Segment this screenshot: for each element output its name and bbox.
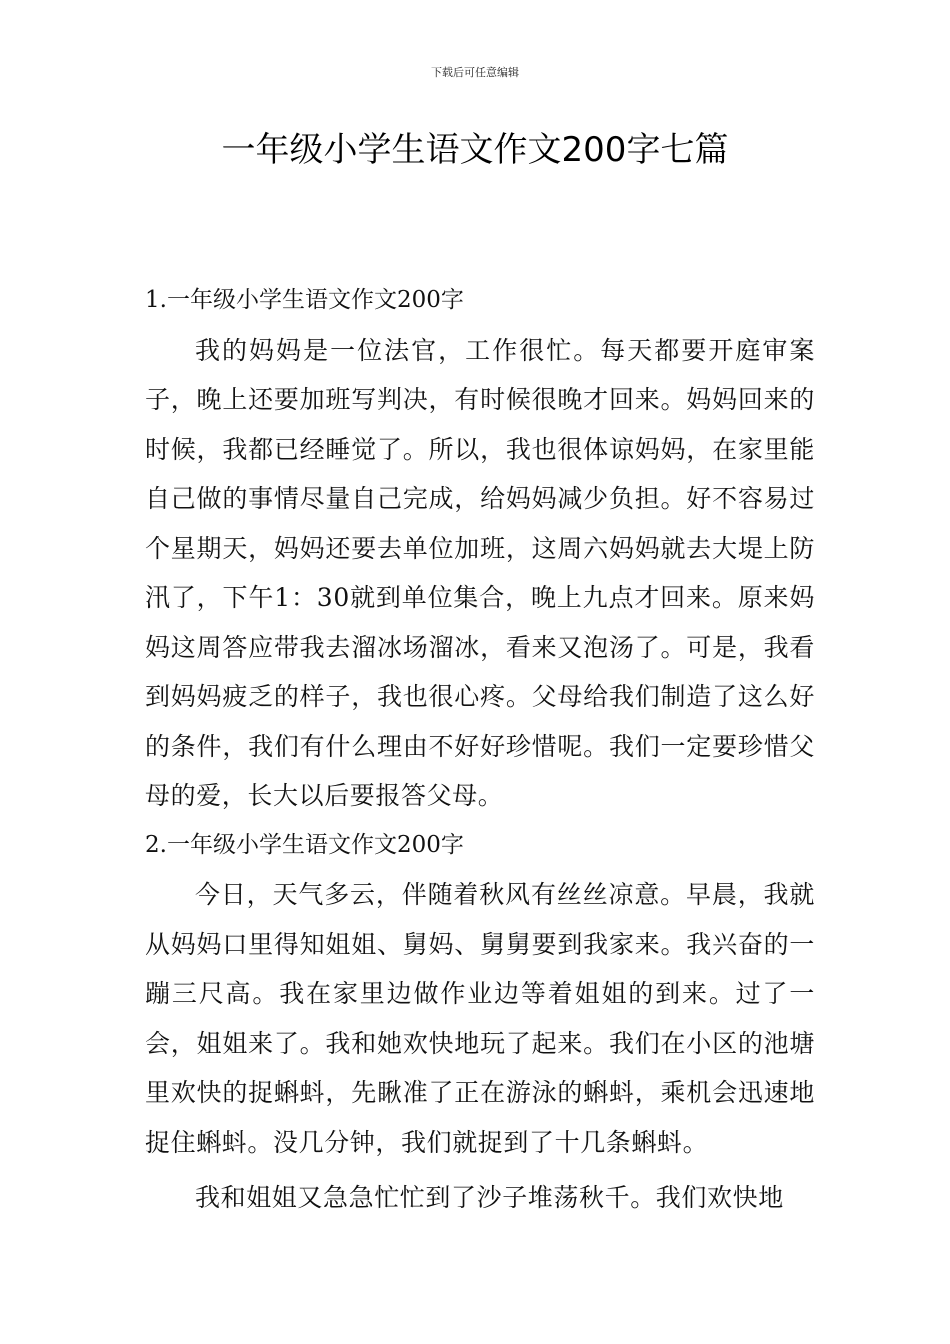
section-heading: 2.一年级小学生语文作文200字 [145,831,464,858]
essay-section-2 [145,821,815,1223]
paragraph: 我的妈妈是一位法官，工作很忙。每天都要开庭审案子，晚上还要加班写判决，有时候很晚才回来。妈妈回来的时候，我都已经睡觉了。所以，我也很体谅妈妈，在家里能自己做的事情尽量自己完成，给妈妈减少负担。好不容易过个星期天，妈妈还要去单位加班，这周六妈妈就去大堤上防汛了，下午1：30就到单位集合，晚上九点才回来。原来妈妈这周答应带我去溜冰场溜冰，看来又泡汤了。可是，我看到妈妈疲乏的样子，我也很心疼。父母给我们制造了这么好的条件，我们有什么理由不好好珍惜呢。我们一定要珍惜父母的爱，长大以后要报答父母。 [145,335,815,810]
header-note: 下载后可任意编辑 [431,66,519,79]
paragraph: 今日，天气多云，伴随着秋风有丝丝凉意。早晨，我就从妈妈口里得知姐姐、舅妈、舅舅要到我家来。我兴奋的一蹦三尺高。我在家里边做作业边等着姐姐的到来。过了一会，姐姐来了。我和她欢快地玩了起来。我们在小区的池塘里欢快的捉蝌蚪，先瞅准了正在游泳的蝌蚪，乘机会迅速地捉住蝌蚪。没几分钟，我们就捉到了十几条蝌蚪。 [145,880,815,1157]
paragraph: 我和姐姐又急急忙忙到了沙子堆荡秋千。我们欢快地 [195,1183,784,1212]
document-body [145,276,815,1223]
essay-section-1 [145,276,815,821]
document-title: 一年级小学生语文作文200字七篇 [221,130,729,170]
section-heading: 1.一年级小学生语文作文200字 [145,287,464,313]
